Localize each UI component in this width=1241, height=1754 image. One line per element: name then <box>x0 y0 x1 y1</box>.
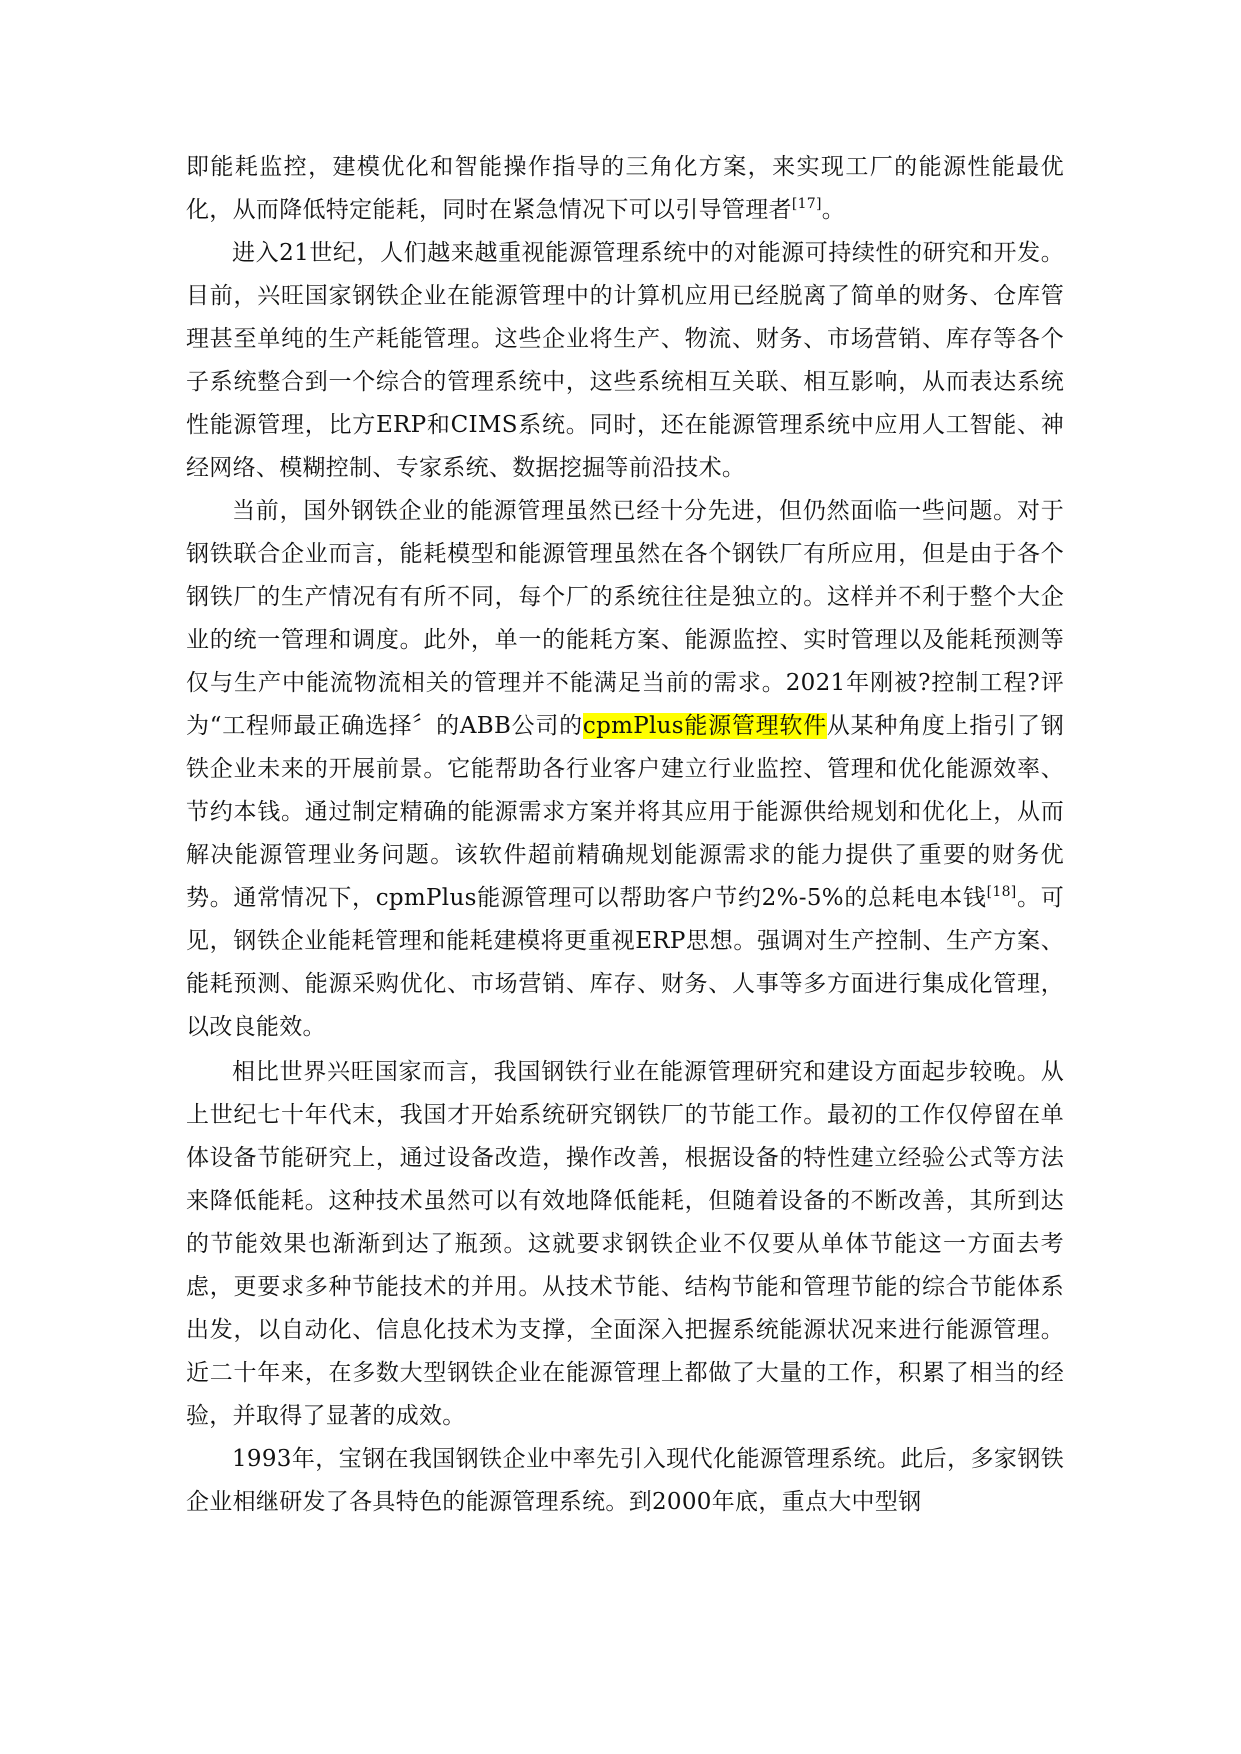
paragraph-domestic-history <box>186 1051 1064 1438</box>
paragraph-text-end: 。可见，钢铁企业能耗管理和能耗建模将更重视ERP思想。强调对生产控制、生产方案、能耗预测、能源采购优化、市场营销、库存、财务、人事等多方面进行集成化管理，以改良能效。 <box>186 885 1064 1040</box>
paragraph-continuation <box>186 146 1064 232</box>
paragraph-21st-century <box>186 232 1064 490</box>
paragraph-text: 进入21世纪，人们越来越重视能源管理系统中的对能源可持续性的研究和开发。目前，兴旺国家钢铁企业在能源管理中的计算机应用已经脱离了简单的财务、仓库管理甚至单纯的生产耗能管理。这些企业将生产、物流、财务、市场营销、库存等各个子系统整合到一个综合的管理系统中，这些系统相互关联、相互影响，从而表达系统性能源管理，比方ERP和CIMS系统。同时，还在能源管理系统中应用人工智能、神经网络、模糊控制、专家系统、数据挖掘等前沿技术。 <box>186 240 1064 481</box>
paragraph-text-middle: 从某种角度上指引了钢铁企业未来的开展前景。它能帮助各行业客户建立行业监控、管理和优化能源效率、节约本钱。通过制定精确的能源需求方案并将其应用于能源供给规划和优化上，从而解决能源管理业务问题。该软件超前精确规划能源需求的能力提供了重要的财务优势。通常情况下，cpmPlus能源管理可以帮助客户节约2%-5%的总耗电本钱 <box>186 713 1064 911</box>
highlighted-product-name: cpmPlus能源管理软件 <box>582 713 827 739</box>
paragraph-text: 即能耗监控，建模优化和智能操作指导的三角化方案，来实现工厂的能源性能最优化，从而降低特定能耗，同时在紧急情况下可以引导管理者 <box>186 154 1064 223</box>
paragraph-text: 相比世界兴旺国家而言，我国钢铁行业在能源管理研究和建设方面起步较晚。从上世纪七十年代末，我国才开始系统研究钢铁厂的节能工作。最初的工作仅停留在单体设备节能研究上，通过设备改造，操作改善，根据设备的特性建立经验公式等方法来降低能耗。这种技术虽然可以有效地降低能耗，但随着设备的不断改善，其所到达的节能效果也渐渐到达了瓶颈。这就要求钢铁企业不仅要从单体节能这一方面去考虑，更要求多种节能技术的并用。从技术节能、结构节能和管理节能的综合节能体系出发，以自动化、信息化技术为支撑，全面深入把握系统能源状况来进行能源管理。近二十年来，在多数大型钢铁企业在能源管理上都做了大量的工作，积累了相当的经验，并取得了显著的成效。 <box>186 1059 1064 1429</box>
paragraph-text: 当前，国外钢铁企业的能源管理虽然已经十分先进，但仍然面临一些问题。对于钢铁联合企业而言，能耗模型和能源管理虽然在各个钢铁厂有所应用，但是由于各个钢铁厂的生产情况有有所不同，每个厂的系统往往是独立的。这样并不利于整个大企业的统一管理和调度。此外，单一的能耗方案、能源监控、实时管理以及能耗预测等仅与生产中能流物流相关的管理并不能满足当前的需求。2021年刚被?控制工程?评为“工程师最正确选择〞的ABB公司的 <box>186 498 1064 739</box>
citation-ref-17: [17] <box>791 196 822 212</box>
paragraph-baosteel <box>186 1438 1064 1524</box>
paragraph-foreign-issues <box>186 490 1064 1049</box>
paragraph-text: 1993年，宝钢在我国钢铁企业中率先引入现代化能源管理系统。此后，多家钢铁企业相继研发了各具特色的能源管理系统。到2000年底，重点大中型钢 <box>186 1446 1064 1515</box>
citation-ref-18: [18] <box>986 884 1017 900</box>
paragraph-text-end: 。 <box>821 197 846 223</box>
